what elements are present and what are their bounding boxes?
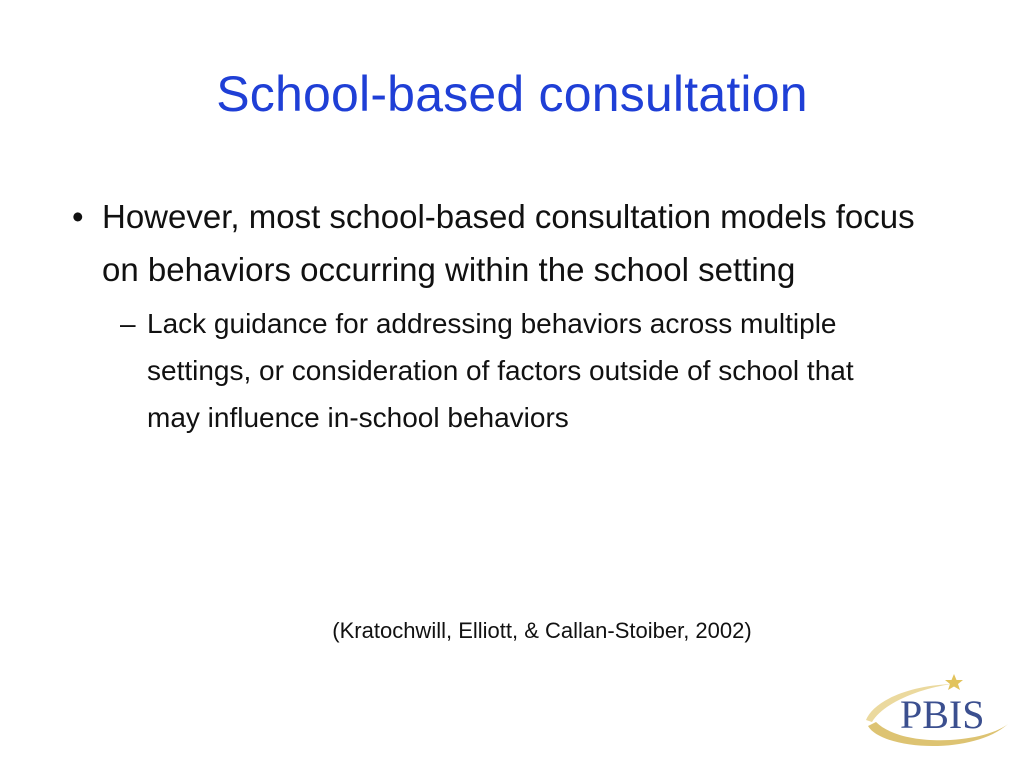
sub-bullet-text: Lack guidance for addressing behaviors across multiple settings, or consideration of factors outside of school that may influence in-school behaviors [147,308,854,433]
bullet-item [72,190,952,296]
slide-body [72,190,952,441]
svg-text:PBIS: PBIS [900,692,985,737]
bullet-text: However, most school-based consultation models focus on behaviors occurring within the school setting [102,198,915,288]
slide-title: School-based consultation [216,66,808,122]
citation: (Kratochwill, Elliott, & Callan-Stoiber, 2002) [332,618,752,643]
sub-bullet-marker: – [120,308,136,339]
bullet-marker: • [72,198,84,235]
pbis-logo-icon [862,664,1012,756]
sub-bullet-item [120,300,907,441]
